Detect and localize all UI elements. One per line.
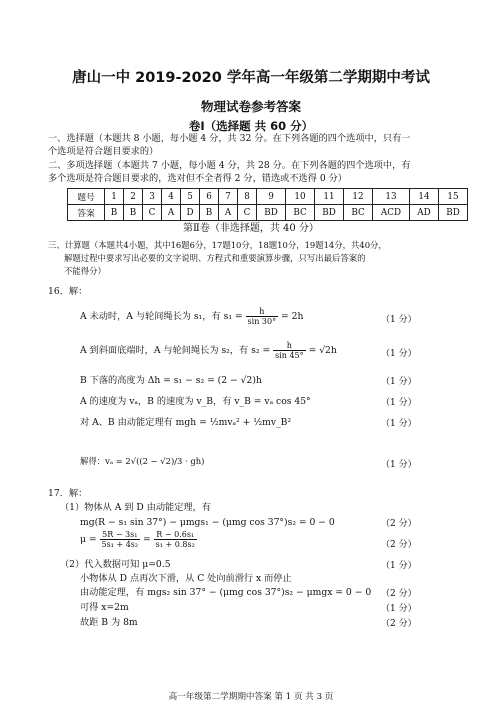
table-cell: C xyxy=(143,205,162,221)
q17-score-1: （2 分） xyxy=(381,519,417,529)
fraction-numerator: h xyxy=(246,307,279,317)
q16-solution: 解得：vₐ = 2√((2 − √2)/3 · gh) xyxy=(80,456,205,466)
table-cell: B xyxy=(124,205,143,221)
q17-score-4: （2 分） xyxy=(381,589,417,599)
q17-score-2: （2 分） xyxy=(381,540,417,550)
q16-step2 xyxy=(80,341,337,360)
section3-line2: 解题过程中要求写出必要的文字说明、方程式和重要演算步骤，只写出最后答案的 xyxy=(64,253,366,263)
table-cell: 2 xyxy=(124,189,143,205)
q16-step1-text: A 未动时，A 与轮间绳长为 s₁，有 s₁ = xyxy=(80,311,243,322)
q16-score-1: （1 分） xyxy=(381,315,417,325)
table-cell: 10 xyxy=(286,189,315,205)
q16-step2-text: A 到斜面底端时，A 与轮间绳长为 s₂，有 s₂ = xyxy=(80,345,271,356)
table-cell: 11 xyxy=(315,189,344,205)
q17-mu-fraction-2 xyxy=(154,530,197,549)
table-cell: BD xyxy=(315,205,344,221)
fraction-denominator: s₁ + 0.8s₂ xyxy=(155,540,195,549)
q16-score-5: （1 分） xyxy=(381,419,417,429)
table-cell: AD xyxy=(410,205,439,221)
table-cell: 6 xyxy=(200,189,219,205)
q16-step1 xyxy=(80,307,303,326)
table-cell: 13 xyxy=(373,189,410,205)
table-cell: 1 xyxy=(105,189,124,205)
q17-part2-equation: 由动能定理，有 mgs₂ sin 37° − (μmg cos 37°)s₂ − μmgx = 0 − 0 xyxy=(80,587,372,598)
section1-line2: 个选项是符合题目要求的） xyxy=(48,146,159,157)
fraction-denominator: sin 45° xyxy=(275,351,304,360)
q17-part2-description: 小物体从 D 点再次下滑，从 C 处向前滑行 x 而停止 xyxy=(80,573,292,584)
q17-score-6: （2 分） xyxy=(381,619,417,629)
table-cell: 3 xyxy=(143,189,162,205)
q16-step1-result: = 2h xyxy=(281,311,304,322)
table-cell: 9 xyxy=(257,189,286,205)
table-row-header: 答案 xyxy=(68,205,105,221)
fraction-numerator: 5R − 3s₁ xyxy=(100,530,141,540)
table-cell: A xyxy=(219,205,238,221)
table-cell: BD xyxy=(439,205,468,221)
fraction-denominator: sin 30° xyxy=(247,317,277,326)
table-cell: ACD xyxy=(373,205,410,221)
section3-line1: 三、计算题（本题共4小题，其中16题6分，17题10分，18题10分，19题14分，共40分， xyxy=(48,240,387,250)
table-cell: A xyxy=(162,205,181,221)
table-cell: C xyxy=(238,205,257,221)
section2-line1: 二、多项选择题（本题共 7 小题，每小题 4 分，共 28 分。在下列各题的四个选项中，有 xyxy=(48,160,411,171)
section3-line3: 不能得分） xyxy=(64,266,106,276)
fraction-denominator: 5s₁ + 4s₂ xyxy=(101,540,139,549)
section1-line1: 一、选择题（本题共 8 小题，每小题 4 分，共 32 分。在下列各题的四个选项中，只有一 xyxy=(48,133,411,144)
q17-score-3: （1 分） xyxy=(381,561,417,571)
q16-score-4: （1 分） xyxy=(381,398,417,408)
part2-heading: 第Ⅱ卷（非选择题，共 40 分） xyxy=(183,223,319,234)
q17-result-x: 可得 x=2m xyxy=(80,602,129,613)
q17-score-5: （1 分） xyxy=(381,604,417,614)
table-cell: 14 xyxy=(410,189,439,205)
q17-label: 17．解： xyxy=(48,488,88,499)
fraction-numerator: h xyxy=(273,341,306,351)
equals-sign: = xyxy=(143,534,151,545)
q17-mu-fraction-1 xyxy=(100,530,141,549)
q17-part1-intro: （1）物体从 A 到 D 由动能定理，有 xyxy=(60,502,211,513)
q17-mu-expression xyxy=(80,530,197,549)
table-cell: 15 xyxy=(439,189,468,205)
q16-score-6: （1 分） xyxy=(381,460,417,470)
table-cell: 12 xyxy=(344,189,373,205)
q17-result-distance: 故距 B 为 8m xyxy=(80,617,138,628)
q17-part2-intro: （2）代入数据可知 μ=0.5 xyxy=(60,559,171,570)
section2-line2: 多个选项是符合题目要求的，选对但不全者得 2 分，错选或不选得 0 分） xyxy=(48,173,347,184)
table-cell: 4 xyxy=(162,189,181,205)
table-cell: B xyxy=(105,205,124,221)
table-cell: BC xyxy=(344,205,373,221)
table-row xyxy=(68,205,468,221)
table-cell: D xyxy=(181,205,200,221)
answer-key-subtitle: 物理试卷参考答案 xyxy=(200,99,301,114)
table-cell: 7 xyxy=(219,189,238,205)
q16-score-2: （1 分） xyxy=(381,349,417,359)
q17-part1-equation: mg(R − s₁ sin 37°) − μmgs₁ − (μmg cos 37°)s₂ = 0 − 0 xyxy=(80,517,335,528)
q16-step1-fraction xyxy=(246,307,279,326)
table-row xyxy=(68,189,468,205)
exam-title: 唐山一中 2019-2020 学年高一年级第二学期期中考试 xyxy=(72,70,430,86)
table-cell: 8 xyxy=(238,189,257,205)
q16-label: 16．解： xyxy=(48,286,88,297)
q17-mu-symbol: μ = xyxy=(80,534,97,545)
q16-step4: A 的速度为 vₐ，B 的速度为 v_B，有 v_B = vₐ cos 45° xyxy=(80,396,311,407)
part1-heading: 卷Ⅰ（选择题 共 60 分） xyxy=(188,119,314,133)
page-footer: 高一年级第二学期期中答案 第 1 页 共 3 页 xyxy=(168,692,334,702)
q16-step3: B 下落的高度为 Δh = s₁ − s₂ = (2 − √2)h xyxy=(80,375,262,386)
table-cell: 5 xyxy=(181,189,200,205)
fraction-numerator: R − 0.6s₁ xyxy=(154,530,197,540)
table-cell: B xyxy=(200,205,219,221)
q16-step2-result: = √2h xyxy=(308,345,337,356)
q16-step5: 对 A、B 由动能定理有 mgh = ½mvₐ² + ½mv_B² xyxy=(80,417,292,428)
q16-step2-fraction xyxy=(273,341,306,360)
table-cell: BD xyxy=(257,205,286,221)
answer-table xyxy=(67,188,468,221)
q16-score-3: （1 分） xyxy=(381,377,417,387)
table-row-header: 题号 xyxy=(68,189,105,205)
table-cell: BC xyxy=(286,205,315,221)
